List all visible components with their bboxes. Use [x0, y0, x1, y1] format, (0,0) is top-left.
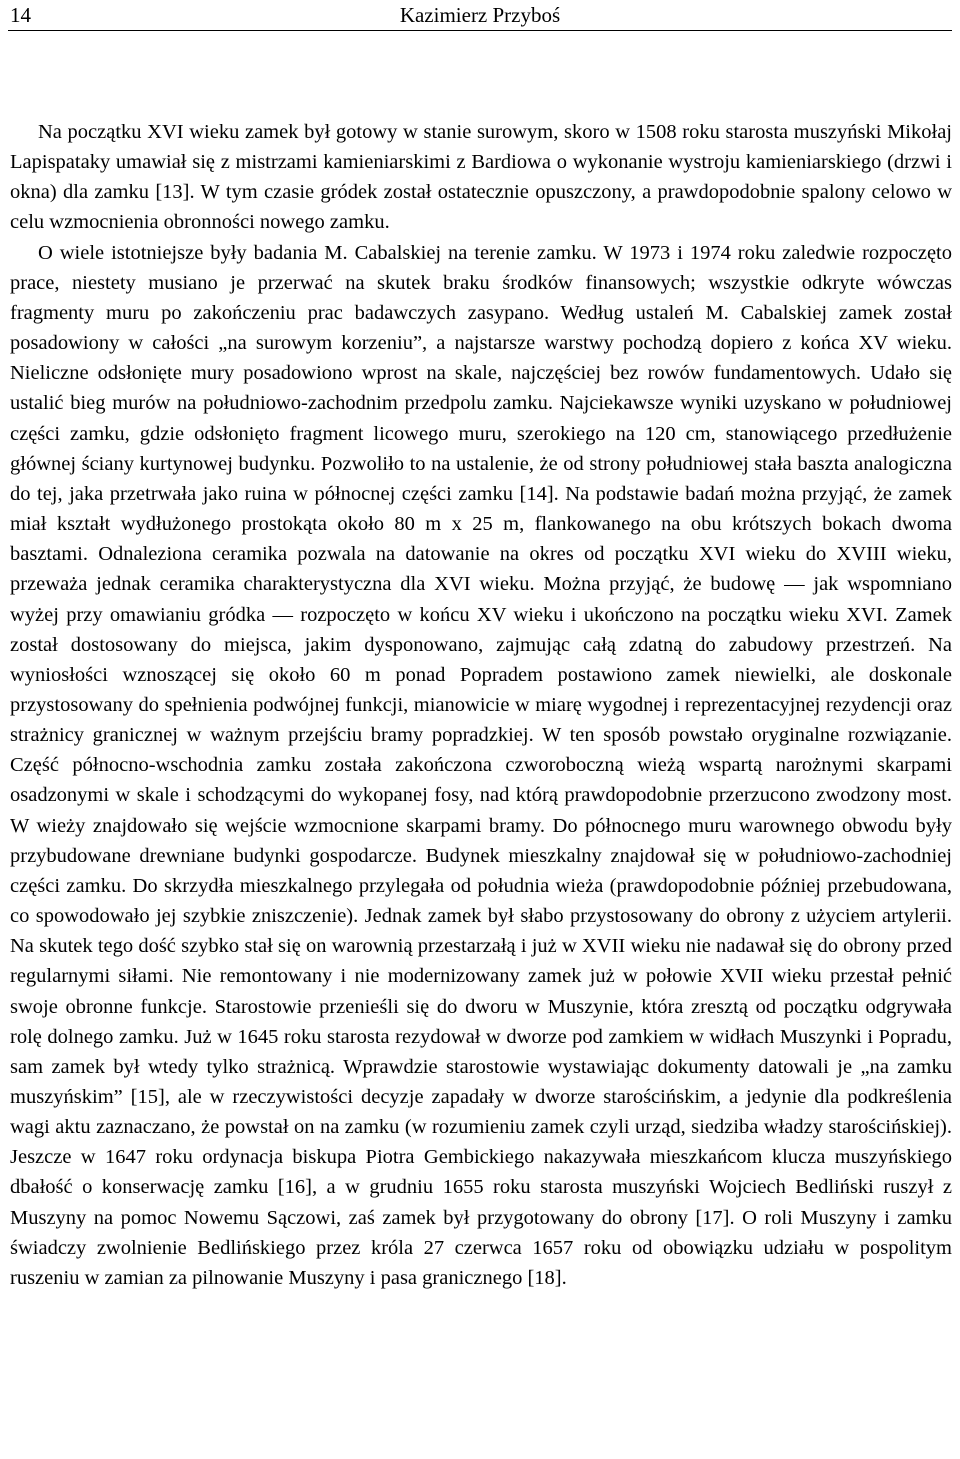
running-title: Kazimierz Przyboś — [399, 3, 561, 27]
running-header — [8, 0, 952, 31]
body-text — [10, 117, 952, 1293]
paragraph: Na początku XVI wieku zamek był gotowy w stanie surowym, skoro w 1508 roku starosta muszyński Mikołaj Lapispataky umawiał się z mistrzami kamieniarskimi z Bardiowa o wykonanie wystroju kamieniarskiego (drzwi i okna) dla zamku [13]. W tym czasie gródek został ostatecznie opuszczony, a prawdopodobnie spalony celowo w celu wzmocnienia obronności nowego zamku. — [10, 121, 952, 234]
paragraph: O wiele istotniejsze były badania M. Cabalskiej na terenie zamku. W 1973 i 1974 roku zaledwie rozpoczęto prace, niestety musiano je przerwać na skutek braku środków finansowych; wszystkie odkryte wówczas fragmenty muru po zakończeniu prac badawczych zasypano. Według ustaleń M. Cabalskiej zamek został posadowiony w całości „na surowym korzeniu”, a najstarsze warstwy pochodzą dopiero z końca XV wieku. Nieliczne odsłonięte mury posadowiono wprost na skale, najczęściej bez rowów fundamentowych. Udało się ustalić bieg murów na południowo-zachodnim przedpolu zamku. Najciekawsze wyniki uzyskano w południowej części zamku, gdzie odsłonięto fragment licowego muru, szerokiego na 120 cm, stanowiącego przedłużenie głównej ściany kurtynowej budynku. Pozwoliło to na ustalenie, że od strony południowej stała baszta analogiczna do tej, jaka przetrwała jako ruina w północnej części zamku [14]. Na podstawie badań można przyjąć, że zamek miał kształt wydłużonego prostokąta około 80 m x 25 m, flankowanego na obu krótszych bokach dwoma basztami. Odnaleziona ceramika pozwala na datowanie na okres od początku XVI wieku do XVIII wieku, przeważa jednak ceramika charakterystyczna dla XVI wieku. Można przyjąć, że budowę — jak wspomniano wyżej przy omawianiu gródka — rozpoczęto w końcu XV wieku i ukończono na początku wieku XVI. Zamek został dostosowany do miejsca, jakim dysponowano, zajmując całą zdatną do zabudowy przestrzeń. Na wyniosłości wznoszącej się około 60 m ponad Popradem postawiono zamek niewielki, ale doskonale przystosowany do spełnienia podwójnej funkcji, mianowicie w miarę wygodnej i reprezentacyjnej rezydencji oraz strażnicy granicznej w ważnym przejściu bramy popradzkiej. W ten sposób powstało oryginalne rozwiązanie. Część północno-wschodnia zamku została zakończona czworoboczną wieżą wspartą narożnymi skarpami osadzonymi w skale i schodzącymi do wykopanej fosy, nad którą prawdopodobnie przerzucono zwodzony most. W wieży znajdowało się wejście wzmocnione skarpami bramy. Do północnego muru warownego obwodu były przybudowane drewniane budynki gospodarcze. Budynek mieszkalny znajdował się w południowo-zachodniej części zamku. Do skrzydła mieszkalnego przylegała od południa wieża (prawdopodobnie później przebudowana, co spowodowało jej szybkie zniszczenie). Jednak zamek był słabo przystosowany do obrony z użyciem artylerii. Na skutek tego dość szybko stał się on warownią przestarzałą i już w XVII wieku nie nadawał się do obrony przed regularnymi siłami. Nie remontowany i nie modernizowany zamek już w połowie XVII wieku przestał pełnić swoje obronne funkcje. Starostowie przenieśli się do dworu w Muszynie, która zresztą od początku odgrywała rolę dolnego zamku. Już w 1645 roku starosta rezydował w dworze pod zamkiem w widłach Muszynki i Popradu, sam zamek był wtedy tylko strażnicą. Wprawdzie starostowie wystawiając dokumenty datowali je „na zamku muszyńskim” [15], ale w rzeczywistości decyzje zapadały w dworze starościńskim, a jedynie dla podkreślenia wagi aktu zaznaczano, że powstał on na zamku (w rozumieniu zamek czyli urząd, siedziba władzy starościńskiej). Jeszcze w 1647 roku ordynacja biskupa Piotra Gembickiego nakazywała mieszkańcom klucza muszyńskiego dbałość o konserwację zamku [16], a w grudniu 1655 roku starosta muszyński Wojciech Bedliński ruszył z Muszyny na pomoc Nowemu Sączowi, zaś zamek był przygotowany do obrony [17]. O roli Muszyny i zamku świadczy zwolnienie Bedlińskiego przez króla 27 czerwca 1657 roku od obowiązku udziału w pospolitym ruszeniu w zamian za pilnowanie Muszyny i pasa granicznego [18]. — [10, 241, 952, 1289]
page-number: 14 — [10, 3, 31, 27]
